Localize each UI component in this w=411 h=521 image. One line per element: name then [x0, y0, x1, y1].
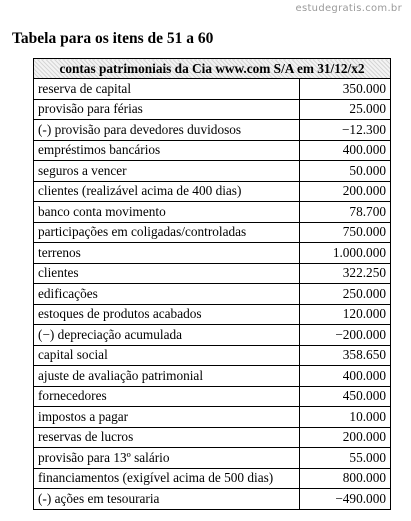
account-name: edificações: [34, 284, 300, 305]
account-name: estoques de produtos acabados: [34, 304, 300, 325]
account-name: provisão para férias: [34, 99, 300, 120]
table-row: [34, 161, 391, 182]
page-title: Tabela para os itens de 51 a 60: [12, 30, 214, 47]
account-value: 10.000: [300, 407, 391, 428]
account-value: 322.250: [300, 263, 391, 284]
account-value: 25.000: [300, 99, 391, 120]
table-row: [34, 366, 391, 387]
account-value: −12.300: [300, 120, 391, 141]
table-row: [34, 427, 391, 448]
table-row: [34, 386, 391, 407]
table-row: [34, 304, 391, 325]
account-name: terrenos: [34, 243, 300, 264]
table-row: [34, 345, 391, 366]
account-name: provisão para 13º salário: [34, 448, 300, 469]
account-value: 750.000: [300, 222, 391, 243]
table-row: [34, 489, 391, 510]
account-name: fornecedores: [34, 386, 300, 407]
table-row: [34, 468, 391, 489]
account-name: impostos a pagar: [34, 407, 300, 428]
table-row: [34, 181, 391, 202]
account-value: 200.000: [300, 181, 391, 202]
account-name: (-) provisão para devedores duvidosos: [34, 120, 300, 141]
table-row: [34, 120, 391, 141]
table-row: [34, 140, 391, 161]
account-name: participações em coligadas/controladas: [34, 222, 300, 243]
table-row: [34, 448, 391, 469]
account-value: 78.700: [300, 202, 391, 223]
account-name: (−) depreciação acumulada: [34, 325, 300, 346]
accounts-table: [33, 58, 391, 510]
table-row: [34, 202, 391, 223]
table-row: [34, 79, 391, 100]
account-name: capital social: [34, 345, 300, 366]
account-value: 1.000.000: [300, 243, 391, 264]
account-name: banco conta movimento: [34, 202, 300, 223]
account-name: reserva de capital: [34, 79, 300, 100]
account-name: reservas de lucros: [34, 427, 300, 448]
account-name: clientes: [34, 263, 300, 284]
account-value: 350.000: [300, 79, 391, 100]
account-value: 120.000: [300, 304, 391, 325]
table-header-row: [34, 59, 391, 79]
account-name: empréstimos bancários: [34, 140, 300, 161]
account-value: 55.000: [300, 448, 391, 469]
table-row: [34, 243, 391, 264]
account-value: −490.000: [300, 489, 391, 510]
table-row: [34, 325, 391, 346]
account-name: seguros a vencer: [34, 161, 300, 182]
account-value: 250.000: [300, 284, 391, 305]
table-row: [34, 222, 391, 243]
account-value: 400.000: [300, 366, 391, 387]
account-name: financiamentos (exigível acima de 500 dias): [34, 468, 300, 489]
table-row: [34, 284, 391, 305]
account-value: −200.000: [300, 325, 391, 346]
account-name: ajuste de avaliação patrimonial: [34, 366, 300, 387]
account-value: 450.000: [300, 386, 391, 407]
table-row: [34, 407, 391, 428]
watermark: estudegratis.com.br: [295, 3, 402, 14]
table-row: [34, 263, 391, 284]
table-row: [34, 99, 391, 120]
account-value: 50.000: [300, 161, 391, 182]
account-name: clientes (realizável acima de 400 dias): [34, 181, 300, 202]
account-value: 358.650: [300, 345, 391, 366]
account-value: 400.000: [300, 140, 391, 161]
account-name: (-) ações em tesouraria: [34, 489, 300, 510]
table-header: contas patrimoniais da Cia www.com S/A em 31/12/x2: [34, 59, 391, 79]
account-value: 200.000: [300, 427, 391, 448]
account-value: 800.000: [300, 468, 391, 489]
